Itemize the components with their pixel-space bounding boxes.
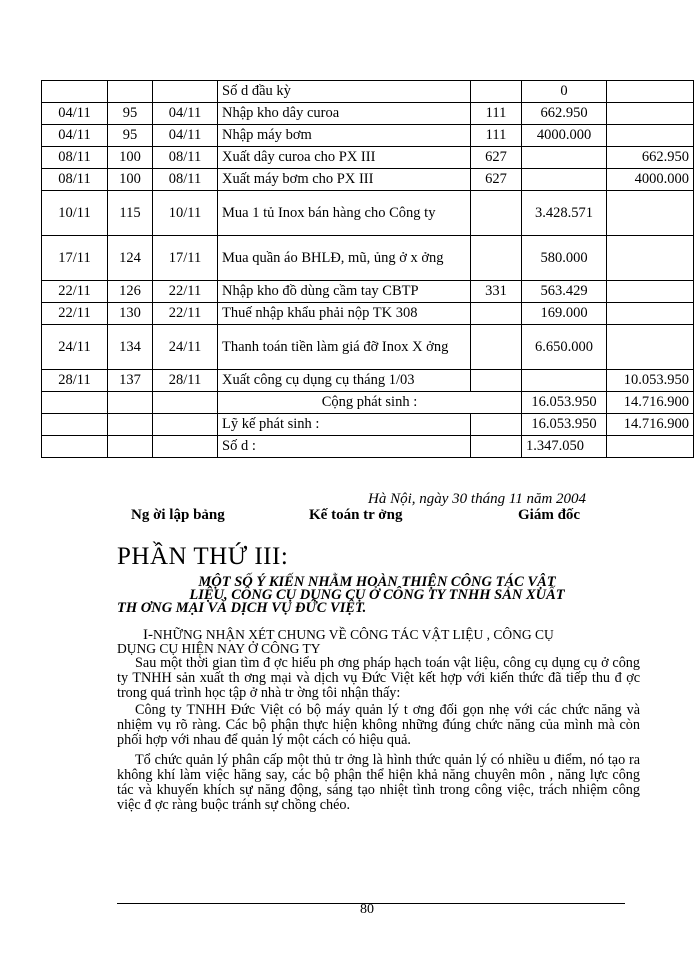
cell-d1: 08/11 (42, 169, 108, 191)
cell-credit (607, 236, 694, 281)
cell-debit: 6.650.000 (522, 325, 607, 370)
cell-desc: Nhập máy bơm (218, 125, 471, 147)
totals-row-phat-sinh (42, 392, 694, 414)
cell-acct: 627 (471, 147, 522, 169)
cell-d1: 04/11 (42, 125, 108, 147)
cell-no: 100 (108, 147, 153, 169)
cell-desc: Mua 1 tủ Inox bán hàng cho Công ty (218, 191, 471, 236)
section-number: I- (143, 627, 153, 643)
ledger-totals (42, 392, 694, 458)
table-row (42, 125, 694, 147)
cell-no: 115 (108, 191, 153, 236)
cell-credit: 662.950 (607, 147, 694, 169)
phat-sinh-credit: 14.716.900 (607, 392, 694, 414)
cell-no (108, 81, 153, 103)
cell-d1: 08/11 (42, 147, 108, 169)
cell-desc: Nhập kho dây curoa (218, 103, 471, 125)
cell-acct: 111 (471, 103, 522, 125)
cell-d2: 24/11 (153, 325, 218, 370)
table-row (42, 169, 694, 191)
cell-debit: 0 (522, 81, 607, 103)
cell-d2: 10/11 (153, 191, 218, 236)
luy-ke-debit: 16.053.950 (522, 414, 607, 436)
cell-credit (607, 103, 694, 125)
cell-d1: 22/11 (42, 303, 108, 325)
cell-debit: 580.000 (522, 236, 607, 281)
section-heading-line: DỤNG CỤ HIỆN NAY Ở CÔNG TY (117, 641, 321, 656)
totals-row-luy-ke (42, 414, 694, 436)
cell-acct: 627 (471, 169, 522, 191)
signature-date: Hà Nội, ngày 30 tháng 11 năm 2004 (368, 491, 587, 507)
cell-debit (522, 370, 607, 392)
cell-acct (471, 370, 522, 392)
cell-acct (471, 303, 522, 325)
table-row (42, 147, 694, 169)
cell-desc: Xuất dây curoa cho PX III (218, 147, 471, 169)
table-row (42, 281, 694, 303)
paragraph: Sau một thời gian tìm đ ợc hiểu ph ơng pháp hạch toán vật liệu, công cụ dụng cụ ở công ty TNHH sản xuất th ơng mại và dịch vụ Đức Việt kết hợp với kiến thức đã tiếp thu đ ợc trong quá trình học tập ở nhà tr ờng tôi nhận thấy: (117, 655, 640, 701)
luy-ke-label: Lỹ kế phát sinh : (218, 414, 471, 436)
section-heading (117, 628, 647, 655)
cell-desc: Mua quần áo BHLĐ, mũ, ủng ở x ởng (218, 236, 471, 281)
cell-desc: Xuất công cụ dụng cụ tháng 1/03 (218, 370, 471, 392)
table-row (42, 191, 694, 236)
cell-credit (607, 281, 694, 303)
cell-acct (471, 236, 522, 281)
body-text (117, 656, 640, 818)
cell-debit (522, 169, 607, 191)
cell-credit: 10.053.950 (607, 370, 694, 392)
cell-d1 (42, 81, 108, 103)
cell-d1: 04/11 (42, 103, 108, 125)
cell-d2: 22/11 (153, 303, 218, 325)
cell-d1: 22/11 (42, 281, 108, 303)
table-row (42, 81, 694, 103)
cell-d2: 28/11 (153, 370, 218, 392)
cell-credit (607, 325, 694, 370)
cell-debit: 662.950 (522, 103, 607, 125)
part-subtitle-line: LIỆU, CÔNG CỤ DỤNG CỤ Ở CÔNG TY TNHH SẢN XUẤT (189, 587, 565, 603)
phat-sinh-debit: 16.053.950 (522, 392, 607, 414)
cell-d2: 08/11 (153, 169, 218, 191)
totals-row-so-du (42, 436, 694, 458)
so-du-label: Số d : (218, 436, 471, 458)
signature-accountant: Kế toán tr ởng (309, 507, 403, 523)
luy-ke-credit: 14.716.900 (607, 414, 694, 436)
cell-d1: 28/11 (42, 370, 108, 392)
cell-d2: 17/11 (153, 236, 218, 281)
cell-d2: 22/11 (153, 281, 218, 303)
cell-debit: 3.428.571 (522, 191, 607, 236)
section-heading-line: NHỮNG NHẬN XÉT CHUNG VỀ CÔNG TÁC VẬT LIỆU , CÔNG CỤ (153, 627, 554, 642)
cell-d1: 10/11 (42, 191, 108, 236)
cell-debit (522, 147, 607, 169)
ledger-table (41, 80, 694, 458)
paragraph: Tổ chức quản lý phân cấp một thủ tr ởng là hình thức quản lý có nhiều u điểm, nó tạo ra không khí làm việc hăng say, các bộ phận thể hiện khả năng chuyên môn , năng lực công tác và khuyến khích sự năng động, sáng tạo nhiệt tình trong công việc, trách nhiệm công việc đ ợc ràng buộc tránh sự chồng chéo. (117, 752, 640, 813)
cell-credit (607, 125, 694, 147)
cell-no: 134 (108, 325, 153, 370)
cell-d1: 24/11 (42, 325, 108, 370)
cell-debit: 4000.000 (522, 125, 607, 147)
cell-credit: 4000.000 (607, 169, 694, 191)
cell-credit (607, 81, 694, 103)
paragraph: Công ty TNHH Đức Việt có bộ máy quản lý t ơng đối gọn nhẹ với các chức năng và nhiệm vụ rõ ràng. Các bộ phận thực hiện không những đúng chức năng của mình mà còn phối hợp với nhau để quản lý một cách có hiệu quả. (117, 702, 640, 748)
cell-desc: Thuế nhập khẩu phải nộp TK 308 (218, 303, 471, 325)
cell-debit: 169.000 (522, 303, 607, 325)
cell-no: 126 (108, 281, 153, 303)
signature-preparer: Ng ời lập bảng (131, 507, 225, 523)
cell-debit: 563.429 (522, 281, 607, 303)
part-subtitle-line: TH ƠNG MẠI VÀ DỊCH VỤ ĐỨC VIỆT. (117, 600, 367, 616)
cell-d2: 04/11 (153, 103, 218, 125)
table-row (42, 303, 694, 325)
cell-no: 95 (108, 103, 153, 125)
part-subtitle (117, 576, 637, 615)
cell-acct: 111 (471, 125, 522, 147)
cell-no: 137 (108, 370, 153, 392)
part-title: PHẦN THỨ III: (117, 543, 289, 570)
cell-acct: 331 (471, 281, 522, 303)
cell-desc: Nhập kho đồ dùng cầm tay CBTP (218, 281, 471, 303)
cell-acct (471, 81, 522, 103)
table-row (42, 325, 694, 370)
cell-acct (471, 325, 522, 370)
table-row (42, 236, 694, 281)
cell-d2 (153, 81, 218, 103)
cell-desc: Xuất máy bơm cho PX III (218, 169, 471, 191)
cell-credit (607, 303, 694, 325)
cell-d2: 04/11 (153, 125, 218, 147)
table-row (42, 103, 694, 125)
cell-desc: Thanh toán tiền làm giá đỡ Inox X ởng (218, 325, 471, 370)
cell-no: 100 (108, 169, 153, 191)
cell-credit (607, 191, 694, 236)
cell-acct (471, 191, 522, 236)
cell-desc: Số d đầu kỳ (218, 81, 471, 103)
cell-d1: 17/11 (42, 236, 108, 281)
cell-no: 124 (108, 236, 153, 281)
cell-no: 130 (108, 303, 153, 325)
so-du-debit: 1.347.050 (522, 436, 607, 458)
cell-d2: 08/11 (153, 147, 218, 169)
table-row (42, 370, 694, 392)
page-number: 80 (360, 902, 374, 917)
cell-no: 95 (108, 125, 153, 147)
ledger-body (42, 81, 694, 392)
phat-sinh-label: Cộng phát sinh : (218, 392, 522, 414)
part-subtitle-line: MỘT SỐ Ý KIẾN NHẰM HOÀN THIỆN CÔNG TÁC VẬT (198, 574, 556, 590)
signature-director: Giám đốc (518, 507, 581, 523)
